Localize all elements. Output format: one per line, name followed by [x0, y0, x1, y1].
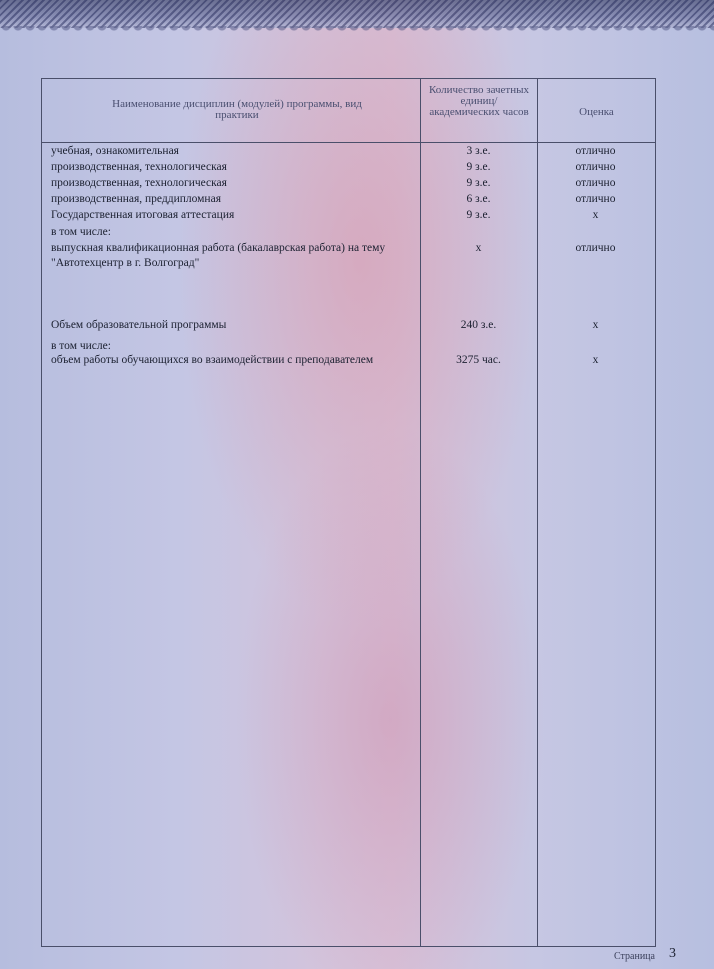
header-discipline: Наименование дисциплин (модулей) программы, вид практики [112, 98, 362, 121]
row-grade: х [592, 319, 599, 331]
row-name: в том числе: [51, 340, 111, 352]
row-grade: отлично [575, 161, 616, 173]
header-credits: Количество зачетных единиц/ академических часов [428, 84, 530, 118]
page-number: 3 [669, 946, 676, 961]
row-grade: отлично [575, 145, 616, 157]
row-grade: отлично [575, 193, 616, 205]
row-name: Государственная итоговая аттестация [51, 209, 235, 221]
row-amount: 9 з.е. [466, 209, 491, 221]
row-amount: 9 з.е. [466, 161, 491, 173]
row-name: выпускная квалификационная работа (бакалаврская работа) на тему [51, 242, 386, 254]
row-name: производственная, технологическая [51, 177, 227, 189]
row-amount: 6 з.е. [466, 193, 491, 205]
row-amount: 240 з.е. [460, 319, 497, 331]
header-grade: Оценка [579, 106, 614, 118]
row-grade: отлично [575, 242, 616, 254]
row-name: производственная, преддипломная [51, 193, 221, 205]
row-name: Объем образовательной программы [51, 319, 227, 331]
row-amount: 9 з.е. [466, 177, 491, 189]
page-label: Страница [614, 951, 655, 962]
row-grade: х [592, 354, 599, 366]
row-grade: отлично [575, 177, 616, 189]
row-name: в том числе: [51, 226, 111, 238]
row-name: "Автотехцентр в г. Волгоград" [51, 257, 200, 269]
row-name: производственная, технологическая [51, 161, 227, 173]
row-amount: х [475, 242, 482, 254]
decorative-top-band [0, 0, 714, 28]
row-name: учебная, ознакомительная [51, 145, 179, 157]
row-grade: х [592, 209, 599, 221]
row-amount: 3275 час. [456, 354, 501, 366]
row-amount: 3 з.е. [466, 145, 491, 157]
row-name: объем работы обучающихся во взаимодействии с преподавателем [51, 354, 374, 366]
